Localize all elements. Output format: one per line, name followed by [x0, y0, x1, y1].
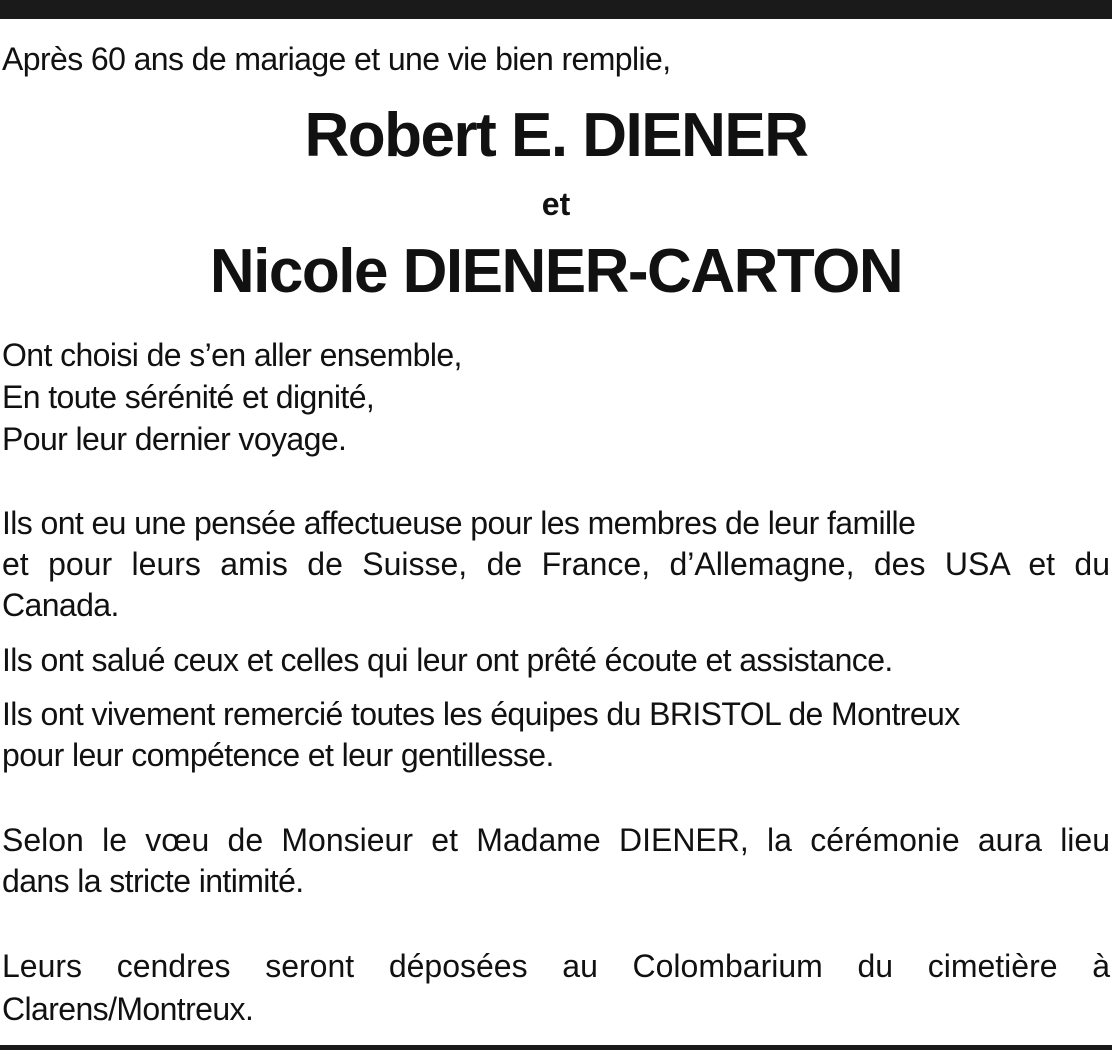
- deceased-name-2: Nicole DIENER-CARTON: [209, 237, 903, 306]
- thanks-line-1: Ils ont vivement remercié toutes les équipes du BRISTOL de Montreux: [2, 696, 960, 732]
- thoughts-line-3: Canada.: [2, 587, 119, 623]
- intro-line: Après 60 ans de mariage et une vie bien remplie,: [2, 41, 671, 77]
- thoughts-line-1: Ils ont eu une pensée affectueuse pour les membres de leur famille: [2, 505, 916, 541]
- bottom-border: [0, 1045, 1112, 1050]
- thanks-line-2: pour leur compétence et leur gentillesse.: [2, 737, 554, 773]
- greeting-line: Ils ont salué ceux et celles qui leur ont prêté écoute et assistance.: [2, 642, 893, 678]
- verse-line-2: En toute sérénité et dignité,: [2, 379, 375, 415]
- deceased-name-1: Robert E. DIENER: [304, 101, 808, 170]
- conjunction: et: [541, 186, 571, 222]
- top-border: [0, 0, 1112, 19]
- ceremony-line-2: dans la stricte intimité.: [2, 863, 304, 899]
- ceremony-line-1: Selon le vœu de Monsieur et Madame DIENER, la cérémonie aura lieu: [2, 822, 1110, 858]
- verse-line-3: Pour leur dernier voyage.: [2, 421, 347, 457]
- verse-line-1: Ont choisi de s’en aller ensemble,: [2, 337, 462, 373]
- ashes-line-1: Leurs cendres seront déposées au Colombarium du cimetière à: [2, 948, 1110, 984]
- thoughts-line-2: et pour leurs amis de Suisse, de France, d’Allemagne, des USA et du: [2, 546, 1110, 582]
- ashes-line-2: Clarens/Montreux.: [2, 991, 254, 1027]
